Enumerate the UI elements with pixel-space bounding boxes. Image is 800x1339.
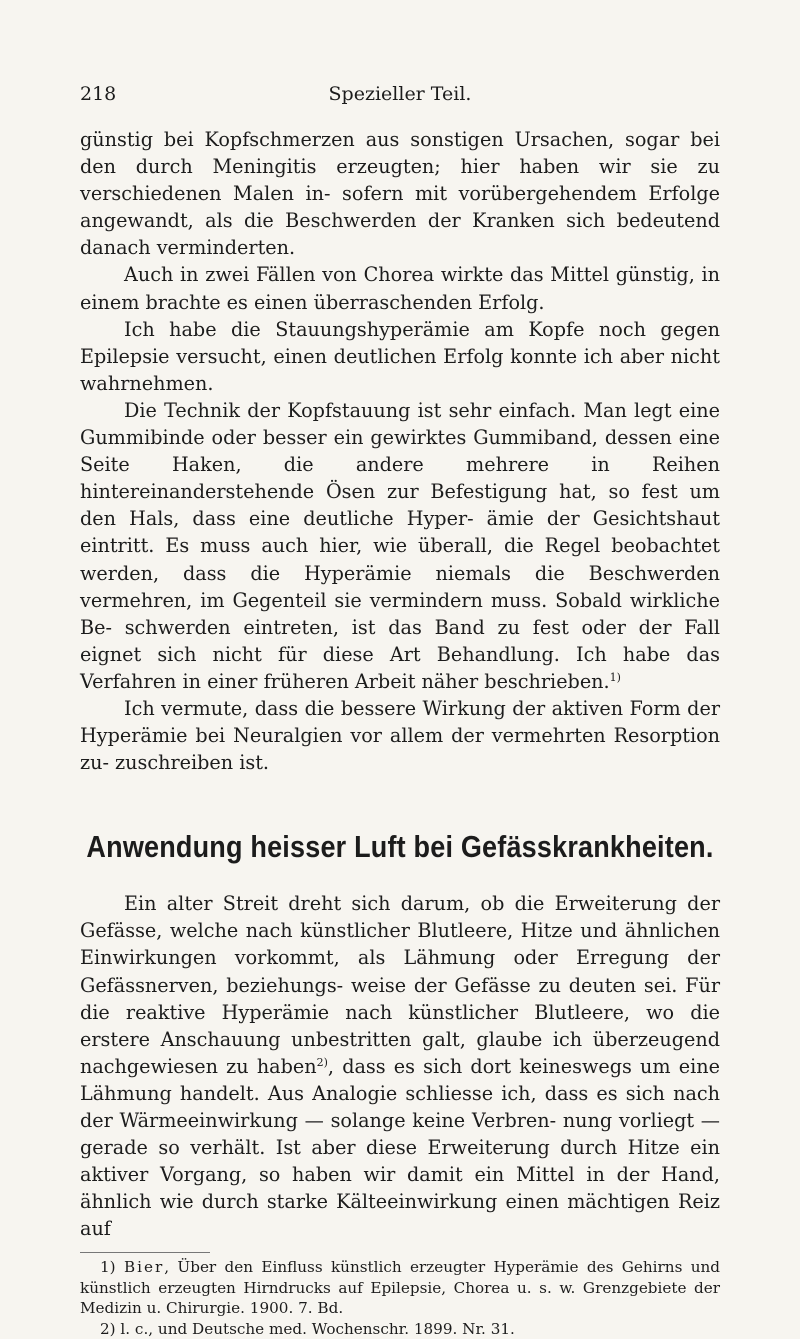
- footnote-mark: 1): [100, 1258, 116, 1277]
- page-number: 218: [80, 83, 117, 105]
- paragraph: [80, 890, 720, 1242]
- section-heading: Anwendung heisser Luft bei Gefässkrankheiten.: [86, 830, 714, 865]
- running-head: Spezieller Teil.: [328, 83, 472, 105]
- footnote: [80, 1319, 720, 1339]
- paragraph: Ich vermute, dass die bessere Wirkung der aktiven Form der Hyperämie bei Neuralgien vor allem der vermehrten Resorption zu- zuschreiben ist.: [80, 696, 720, 775]
- page-body: [80, 126, 720, 1339]
- paragraph-text: Ein alter Streit dreht sich darum, ob die Erweiterung der Gefässe, welche nach künstlicher Blutleere, Hitze und ähnlichen Einwirkungen vorkommt, als Lähmung oder Erregung der Gefässnerven, beziehungs- weise der Gefässe zu deuten sei. Für die reaktive Hyperämie nach künstlicher Blutleere, wo die erstere Anschauung unbestritten galt, glaube ich überzeugend nachgewiesen zu haben: [80, 892, 720, 1078]
- paragraph-text: Die Technik der Kopfstauung ist sehr einfach. Man legt eine Gummibinde oder besser ein gewirktes Gummiband, dessen eine Seite Haken, die andere mehrere in Reihen hintereinanderstehende Ösen zur Befestigung hat, so fest um den Hals, dass eine deutliche Hyper- ämie der Gesichtshaut eintritt. Es muss auch hier, wie überall, die Regel beobachtet werden, dass die Hyperämie niemals die Beschwerden vermehren, im Gegenteil sie vermindern muss. Sobald wirkliche Be- schwerden eintreten, ist das Band zu fest oder der Fall eignet sich nicht für diese Art Behandlung. Ich habe das Verfahren in einer früheren Arbeit näher beschrieben.: [80, 398, 720, 693]
- footnote-marker[interactable]: 1): [609, 670, 621, 684]
- paragraph-text: , dass es sich dort keineswegs um eine Lähmung handelt. Aus Analogie schliesse ich, dass es sich nach der Wärmeeinwirkung — solange keine Verbren- nung vorliegt — gerade so verhält. Ist aber diese Erweiterung durch Hitze ein aktiver Vorgang, so haben wir damit ein Mittel in der Hand, ähnlich wie durch starke Kälteeinwirkung einen mächtigen Reiz auf: [80, 1054, 720, 1241]
- footnote-text: l. c., und Deutsche med. Wochenschr. 1899. Nr. 31.: [120, 1319, 515, 1338]
- footnote-divider: [80, 1252, 210, 1253]
- paragraph: günstig bei Kopfschmerzen aus sonstigen Ursachen, sogar bei den durch Meningitis erzeugten; hier haben wir sie zu verschiedenen Malen in- sofern mit vorübergehendem Erfolge angewandt, als die Beschwerden der Kranken sich bedeutend danach verminderten.: [80, 128, 720, 260]
- paragraph: Auch in zwei Fällen von Chorea wirkte das Mittel günstig, in einem brachte es einen überraschenden Erfolg.: [80, 263, 720, 314]
- footnotes: [80, 1257, 720, 1339]
- paragraph: Ich habe die Stauungshyperämie am Kopfe noch gegen Epilepsie versucht, einen deutlichen Erfolg konnte ich aber nicht wahrnehmen.: [80, 317, 720, 395]
- footnote-mark: 2): [100, 1319, 116, 1338]
- footnote-marker[interactable]: 2): [316, 1055, 328, 1069]
- footnote-text: , Über den Einfluss künstlich erzeugter Hyperämie des Gehirns und künstlich erzeugten Hirndrucks auf Epilepsie, Chorea u. s. w. Grenzgebiete der Medizin u. Chirurgie. 1900. 7. Bd.: [80, 1258, 720, 1318]
- footnote-author: Bier: [123, 1258, 165, 1277]
- page-header: [0, 83, 800, 111]
- footnote: [80, 1257, 720, 1319]
- paragraph: [80, 397, 720, 695]
